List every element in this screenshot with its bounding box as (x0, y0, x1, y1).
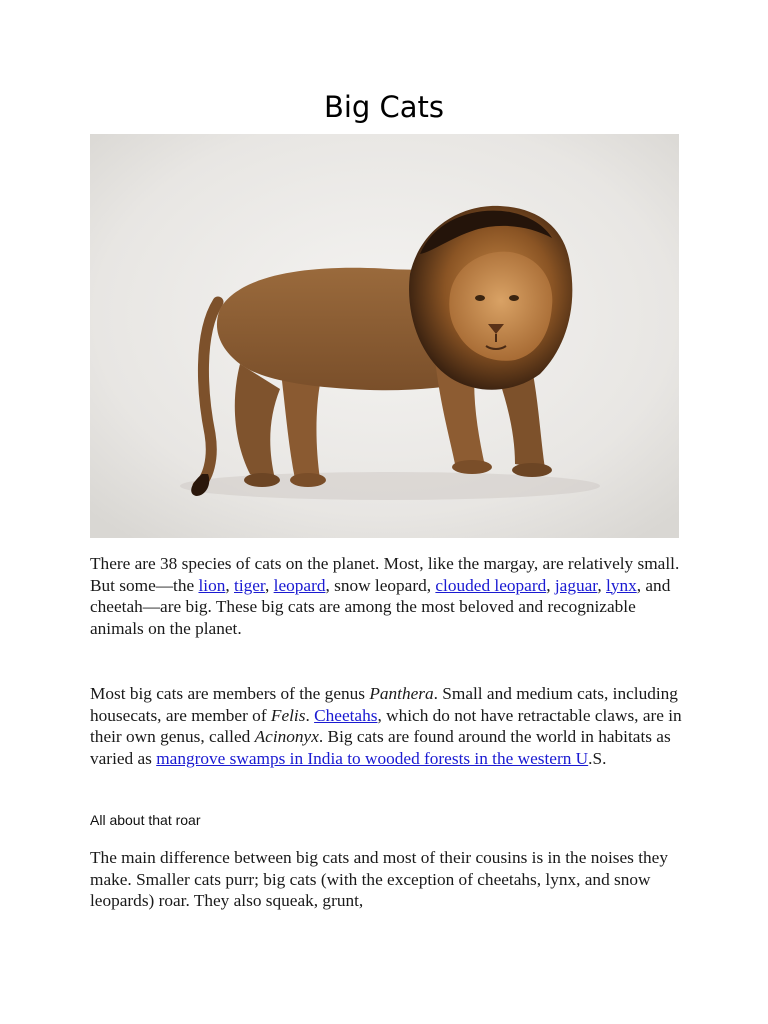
paragraph-genus (90, 683, 690, 769)
text-span: , and cheetah—are big. These big cats are among the most beloved and recognizable animals on the planet. (90, 575, 671, 638)
genus-acinonyx: Acinonyx (254, 727, 319, 746)
page-title: Big Cats (323, 90, 445, 124)
text-span: . (305, 705, 315, 725)
paragraph-roar (90, 847, 690, 912)
link-cheetahs[interactable]: Cheetahs (314, 705, 378, 725)
paragraph-intro (90, 553, 690, 639)
link-jaguar[interactable]: jaguar (554, 575, 598, 595)
genus-felis: Felis (270, 705, 306, 725)
lion-photo (90, 134, 679, 538)
genus-panthera: Panthera (369, 684, 434, 703)
lion-illustration (90, 134, 679, 538)
link-tiger[interactable]: tiger (234, 575, 265, 595)
text-span: , (546, 575, 555, 595)
text-span: . Small and medium cats, including housecats, are member of (90, 684, 678, 725)
text-span: , snow leopard, (325, 575, 436, 595)
link-lynx[interactable]: lynx (606, 575, 637, 595)
text-span: , (265, 575, 274, 595)
text-span: , (597, 575, 607, 595)
link-clouded-leopard[interactable]: clouded leopard (435, 575, 547, 595)
text-span: The main difference between big cats and most of their cousins is in the noises they make. Smaller cats purr; big cats (with the exception of cheetahs, lynx, and snow leopards) roar. They also squeak, grunt, (90, 848, 668, 910)
link-habitats[interactable]: mangrove swamps in India to wooded forests in the western U (156, 748, 589, 768)
section-heading: All about that roar (90, 812, 201, 828)
text-span: , (225, 575, 235, 595)
text-span: There are 38 species of cats on the planet. Most, like the margay, are relatively small. But some—the (90, 554, 680, 595)
text-span: , which do not have retractable claws, are in their own genus, called (90, 705, 682, 746)
text-span: . Big cats are found around the world in habitats as varied as (90, 727, 671, 768)
text-span: Most big cats are members of the genus (90, 684, 370, 703)
link-lion[interactable]: lion (198, 575, 226, 595)
text-span: .S. (588, 748, 607, 768)
link-leopard[interactable]: leopard (273, 575, 326, 595)
